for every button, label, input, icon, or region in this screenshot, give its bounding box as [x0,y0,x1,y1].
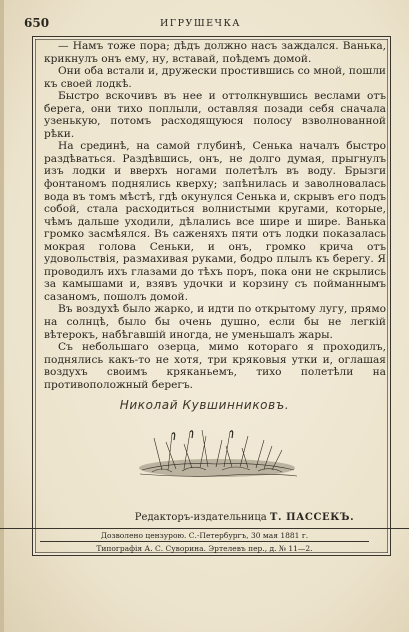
paragraph: Съ небольшаго озерца, мимо котораго я проходилъ, поднялись какъ-то не хотя, три кряковыя утки и, оглашая воздухъ своимъ кряканьемъ, тихо полетѣли на противоположный берегъ. [44,341,386,391]
page-number: 650 [24,16,50,30]
author-signature: Николай Кувшинниковъ. [119,398,290,412]
story-text [44,40,386,391]
reed-vignette [132,426,302,484]
running-title: ИГРУШЕЧКА [160,18,241,29]
censor-line: Дозволено цензурою. С.-Петербургъ, 30 мая 1881 г. [100,531,309,540]
paragraph: Въ воздухѣ было жарко, и идти по открытому лугу, прямо на солнцѣ, было бы очень душно, если бы не легкій вѣтерокъ, набѣгавшій иногда, не уменьшалъ жары. [44,303,386,341]
paragraph: — Намъ тоже пора; дѣдъ должно насъ заждался. Ванька, крикнулъ онъ ему, ну, вставай, поѣдемъ домой. [44,40,386,65]
editor-line [0,512,409,523]
paragraph: Быстро вскочивъ въ нее и оттолкнувшись веслами отъ берега, они тихо поплыли, оставляя позади себя сначала узенькую, потомъ расходящуюся полосу взволнованной рѣки. [44,90,386,140]
editor-label: Редакторъ-издательница [134,512,267,523]
typography-line: Типографія А. С. Суворина. Эртелевъ пер., д. № 11—2. [96,544,313,553]
editor-name: Т. ПАССЕКЪ. [269,512,355,523]
footer-rule [0,528,409,529]
page-header [14,16,387,32]
footer-rule-thin [40,541,369,542]
paragraph: На срединѣ, на самой глубинѣ, Сенька началъ быстро раздѣваться. Раздѣвшись, онъ, не долго думая, прыгнулъ изъ лодки и вверхъ ногами полетѣлъ въ воду. Брызги фонтаномъ поднялись кверху; запѣнилась и заволновалась вода въ томъ мѣстѣ, гдѣ окунулся Сенька и, скрывъ его подъ собой, стала расходиться волнистыми кругами, которые, чѣмъ дальше уходили, дѣлались все шире и шире. Ванька громко засмѣялся. Въ саженяхъ пяти отъ лодки показалась мокрая голова Сеньки, и онъ, громко крича отъ удовольствія, размахивая руками, бодро плылъ къ берегу. Я проводилъ ихъ глазами до тѣхъ поръ, пока они не скрылись за камышами и, взявъ удочки и корзину съ пойманнымъ сазаномъ, пошолъ домой. [44,140,386,303]
paragraph: Они оба встали и, дружески простившись со мной, пошли къ своей лодкѣ. [44,65,386,90]
